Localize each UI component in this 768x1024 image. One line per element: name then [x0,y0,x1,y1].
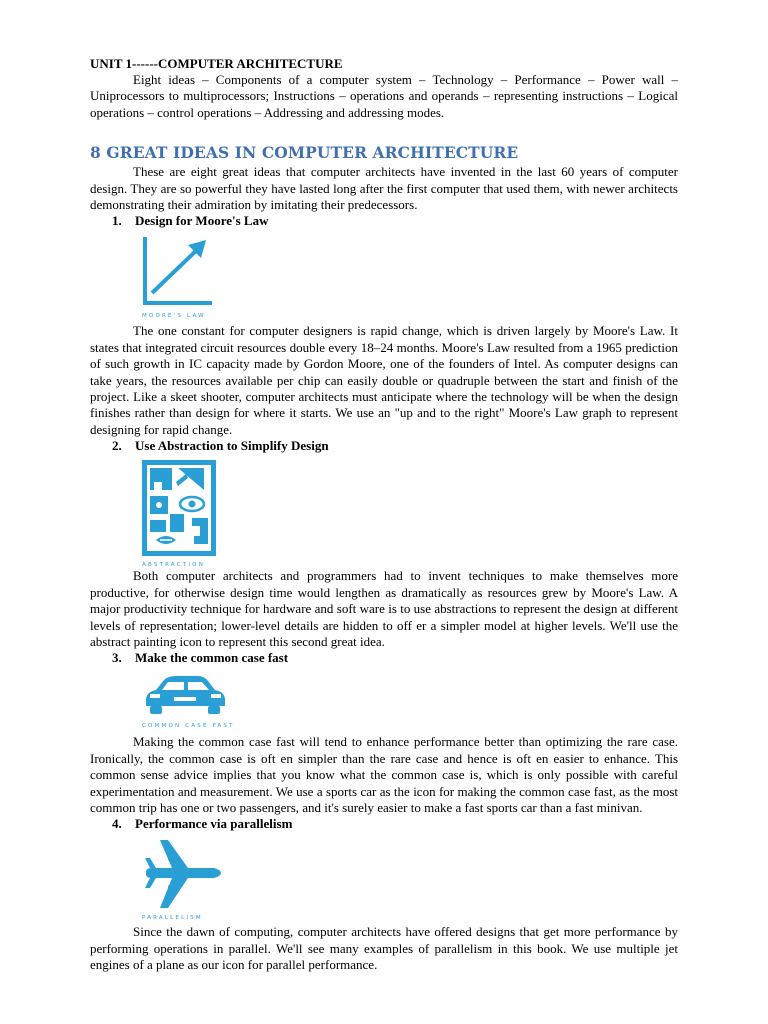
section-heading: 8 GREAT IDEAS IN COMPUTER ARCHITECTURE [90,143,519,163]
idea-4-title: Performance via parallelism [135,816,293,832]
idea-1-number: 1. [112,213,122,229]
idea-4-text: Since the dawn of computing, computer architects have offered designs that get more performance by performing operations in parallel. We'll see many examples of parallelism in this book. We use multiple jet engines of a plane as our icon for parallel performance. [90,924,678,973]
document-page [90,56,678,974]
airplane-icon [142,838,222,910]
idea-1-text: The one constant for computer designers is rapid change, which is driven largely by Moore's Law. It states that integrated circuit resources double every 18–24 months. Moore's Law resulted from a 1965 prediction of such growth in IC capacity made by Gordon Moore, one of the founders of Intel. As computer designs can take years, the resources available per chip can easily double or quadruple between the start and finish of the project. Like a skeet shooter, computer architects must anticipate where the technology will be when the design finishes rather than design for where it starts. We use an "up and to the right" Moore's Law graph to represent designing for rapid change. [90,323,678,437]
idea-4-caption: PARALLELISM [142,915,203,922]
idea-3-number: 3. [112,650,122,666]
idea-2-caption: ABSTRACTION [142,562,206,569]
unit-title: UNIT 1------COMPUTER ARCHITECTURE [90,56,343,71]
moores-law-graph-icon [142,235,214,307]
idea-3-caption: COMMON CASE FAST [142,723,235,730]
idea-1-heading [112,213,678,229]
idea-2-heading [112,438,678,454]
idea-4-figure [142,838,678,924]
section-intro: These are eight great ideas that computer architects have invented in the last 60 years of computer design. They are so powerful they have lasted long after the first computer that used them, with newer architects demonstrating their admiration by imitating their predecessors. [90,164,678,213]
idea-1-figure [142,235,678,323]
idea-3-title: Make the common case fast [135,650,289,666]
idea-1-title: Design for Moore's Law [135,213,269,229]
idea-2-title: Use Abstraction to Simplify Design [135,438,329,454]
sports-car-icon [142,672,228,716]
idea-4-heading [112,816,678,832]
idea-2-figure [142,460,678,568]
idea-2-number: 2. [112,438,122,454]
idea-3-heading [112,650,678,666]
idea-2-text: Both computer architects and programmers had to invent techniques to make themselves more productive, for otherwise design time would lengthen as dramatically as resources grew by Moore's Law. A major productivity technique for hardware and soft ware is to use abstractions to represent the design at different levels of representation; lower-level details are hidden to off er a simpler model at higher levels. We'll use the abstract painting icon to represent this second great idea. [90,568,678,649]
idea-1-caption: MOORE'S LAW [142,313,206,320]
idea-3-figure [142,672,678,734]
unit-syllabus: Eight ideas – Components of a computer system – Technology – Performance – Power wall – Uniprocessors to multiprocessors; Instructions – operations and operands – representing instructions – Logical operations – control operations – Addressing and addressing modes. [90,72,678,120]
idea-3-text: Making the common case fast will tend to enhance performance better than optimizing the rare case. Ironically, the common case is oft en simpler than the rare case and hence is oft en easier to enhance. This common sense advice implies that you know what the common case is, which is only possible with careful experimentation and measurement. We use a sports car as the icon for making the common case fast, as the most common trip has one or two passengers, and it's surely easier to make a fast sports car than a fast minivan. [90,734,678,815]
idea-4-number: 4. [112,816,122,832]
abstract-painting-icon [142,460,216,556]
